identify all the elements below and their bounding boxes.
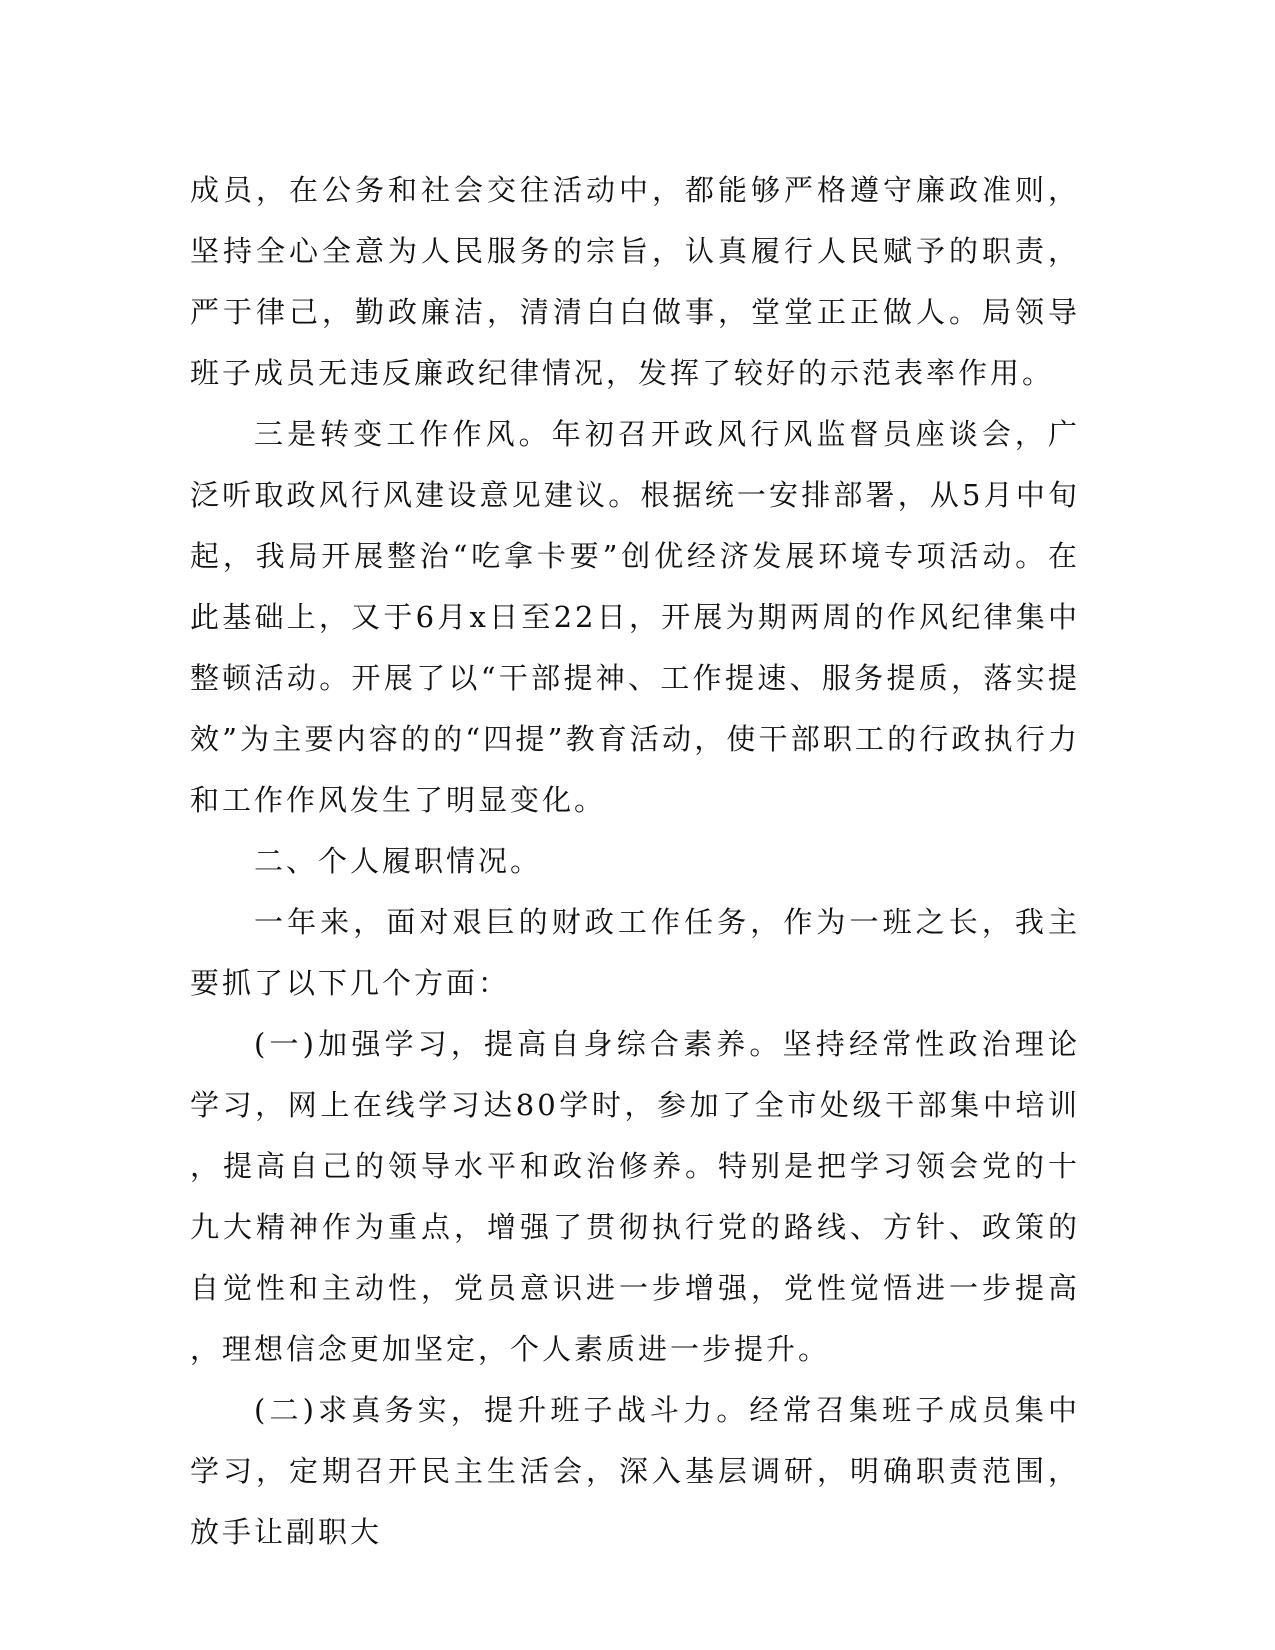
- paragraph-1: 成员，在公务和社会交往活动中，都能够严格遵守廉政准则，坚持全心全意为人民服务的宗旨，认真履行人民赋予的职责，严于律己，勤政廉洁，清清白白做事，堂堂正正做人。局领导班子成员无违反廉政纪律情况，发挥了较好的示范表率作用。: [190, 173, 1080, 390]
- paragraph-5: (一)加强学习，提高自身综合素养。坚持经常性政治理论学习，网上在线学习达80学时，参加了全市处级干部集中培训，提高自己的领导水平和政治修养。特别是把学习领会党的十九大精神作为重点，增强了贯彻执行党的路线、方针、政策的自觉性和主动性，党员意识进一步增强，党性觉悟进一步提高，理想信念更加坚定，个人素质进一步提升。: [190, 1027, 1080, 1366]
- paragraph-4: 一年来，面对艰巨的财政工作任务，作为一班之长，我主要抓了以下几个方面：: [190, 905, 1080, 1000]
- paragraph-2: 三是转变工作作风。年初召开政风行风监督员座谈会，广泛听取政风行风建设意见建议。根据统一安排部署，从5月中旬起，我局开展整治“吃拿卡要”创优经济发展环境专项活动。在此基础上，又于6月x日至22日，开展为期两周的作风纪律集中整顿活动。开展了以“干部提神、工作提速、服务提质，落实提效”为主要内容的的“四提”教育活动，使干部职工的行政执行力和工作作风发生了明显变化。: [190, 417, 1080, 817]
- paragraph-3-heading: 二、个人履职情况。: [254, 844, 543, 878]
- document-body: [190, 160, 1080, 1563]
- paragraph-6: (二)求真务实，提升班子战斗力。经常召集班子成员集中学习，定期召开民主生活会，深入基层调研，明确职责范围，放手让副职大: [190, 1393, 1080, 1549]
